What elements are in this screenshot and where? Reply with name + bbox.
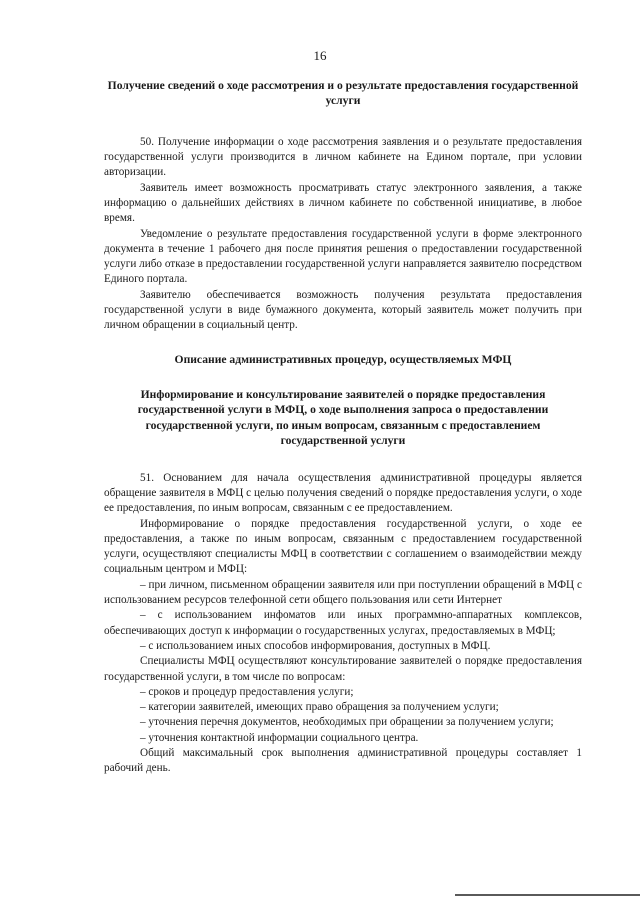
paragraph: Заявитель имеет возможность просматривать статус электронного заявления, а также информацию о дальнейших действиях в личном кабинете по собственной инициативе, в любое время. — [104, 181, 582, 225]
paragraph: Общий максимальный срок выполнения административной процедуры составляет 1 рабочий день. — [104, 747, 582, 775]
section-status-body — [104, 135, 582, 334]
list-item: – уточнения перечня документов, необходимых при обращении за получением услуги; — [140, 716, 554, 729]
list-item: – сроков и процедур предоставления услуги; — [140, 685, 354, 698]
page-number: 16 — [313, 48, 327, 63]
list-item: – с использованием иных способов информирования, доступных в МФЦ. — [140, 639, 491, 652]
section-heading-mfc-procedures: Описание административных процедур, осуществляемых МФЦ — [174, 352, 512, 366]
document-body — [104, 78, 582, 777]
section-heading-mfc-informing: Информирование и консультирование заявителей о порядке предоставления государственной услуги в МФЦ, о ходе выполнения запроса о предоставлении государственной услуги, по иным вопросам, связанным с предоставлением государственной услуги — [137, 388, 549, 448]
list-item: – при личном, письменном обращении заявителя или при поступлении обращений в МФЦ с использованием ресурсов телефонной сети общего пользования или сети Интернет — [104, 578, 582, 607]
paragraph: 50. Получение информации о ходе рассмотрения заявления и о результате предоставления государственной услуги производится в личном кабинете на Едином портале, при условии авторизации. — [104, 135, 582, 179]
paragraph: 51. Основанием для начала осуществления административной процедуры является обращение заявителя в МФЦ с целью получения сведений о порядке предоставления услуги, о ходе ее предоставления, по иным вопросам, связанным с ее предоставлением. — [104, 471, 582, 515]
paragraph: Информирование о порядке предоставления государственной услуги, о ходе ее предоставления, а также по иным вопросам, связанным с предоставлением государственной услуги, осуществляют специалисты МФЦ в соответствии с соглашением о взаимодействии между социальным центром и МФЦ: — [104, 517, 582, 576]
paragraph: Специалисты МФЦ осуществляют консультирование заявителей о порядке предоставления государственной услуги, в том числе по вопросам: — [104, 655, 582, 683]
list-item: – с использованием инфоматов или иных программно-аппаратных комплексов, обеспечивающих доступ к информации о государственных услугах, предоставляемых в МФЦ; — [104, 609, 582, 637]
section-mfc-informing-body — [104, 471, 582, 777]
list-item: – категории заявителей, имеющих право обращения за получением услуги; — [140, 701, 499, 714]
paragraph: Уведомление о результате предоставления государственной услуги в форме электронного документа в течение 1 рабочего дня после принятия решения о предоставлении государственной услуги либо отказе в предоставлении государственной услуги направляется заявителю посредством Единого портала. — [104, 227, 582, 286]
list-item: – уточнения контактной информации социального центра. — [140, 731, 419, 744]
scan-edge-line — [455, 894, 640, 896]
paragraph: Заявителю обеспечивается возможность получения результата предоставления государственной услуги в виде бумажного документа, который заявитель может получить при личном обращении в социальный центр. — [104, 288, 582, 332]
section-heading-status: Получение сведений о ходе рассмотрения и о результате предоставления государственной услуги — [107, 79, 579, 108]
